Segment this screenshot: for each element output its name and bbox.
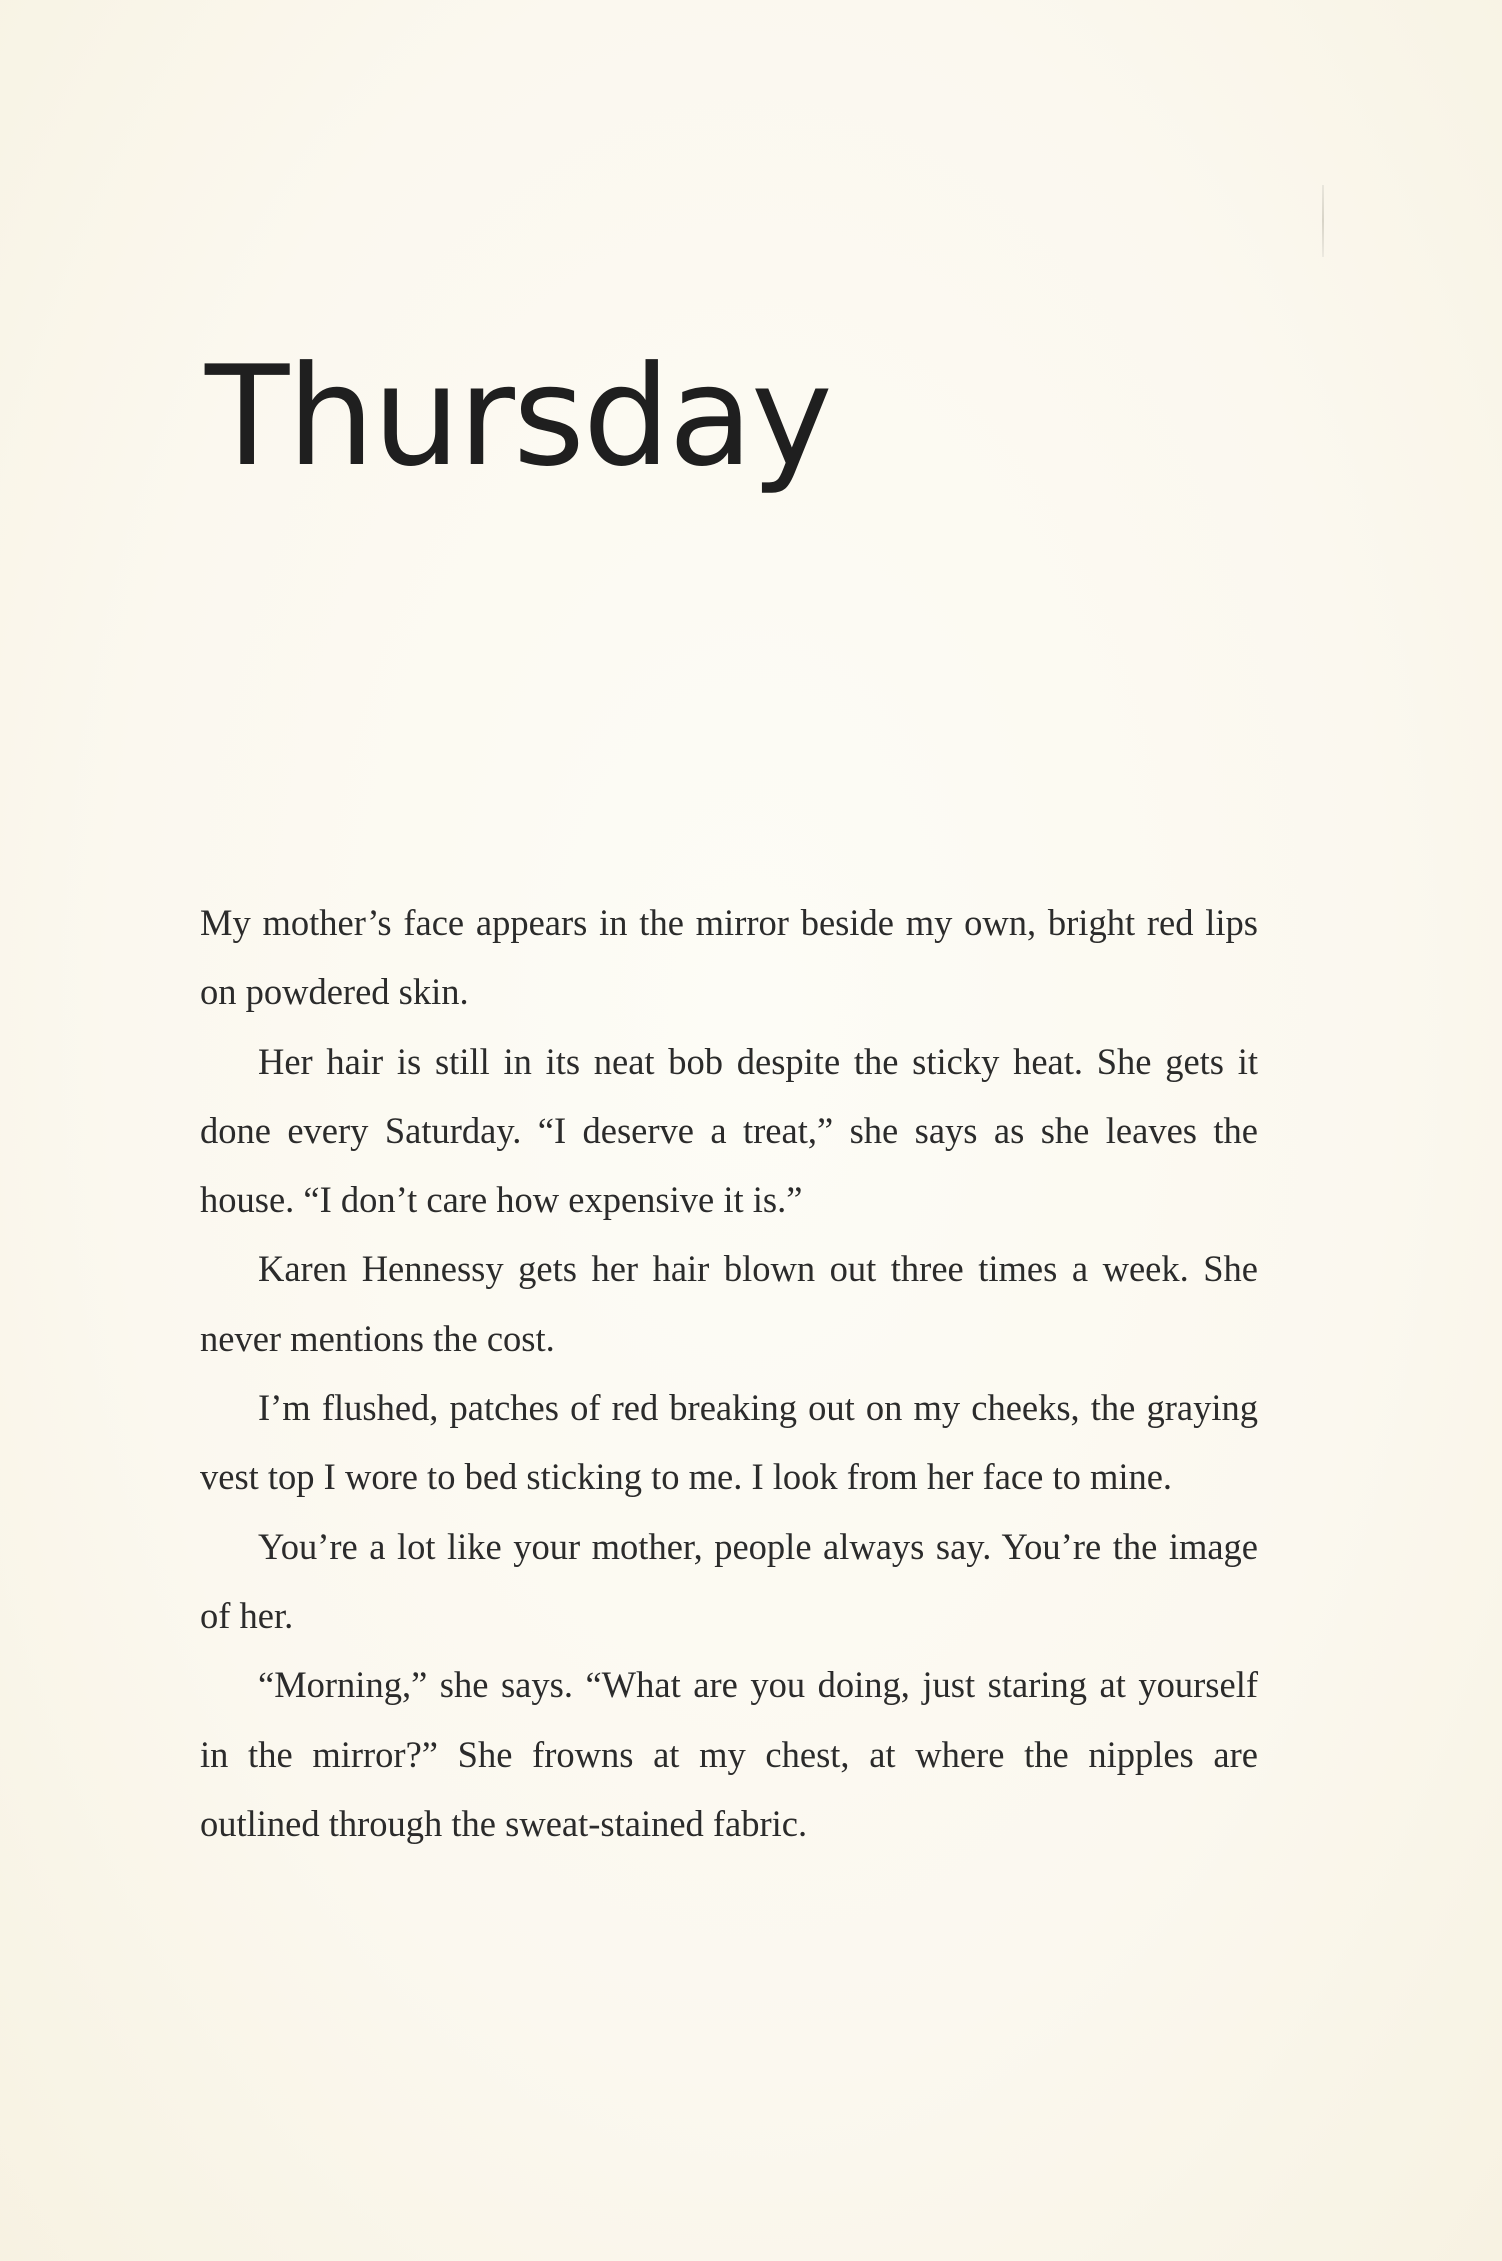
- paragraph: Karen Hennessy gets her hair blown out three times a week. She never mentions the cost.: [200, 1248, 1258, 1359]
- chapter-title: Thursday: [205, 336, 831, 497]
- paragraph: You’re a lot like your mother, people always say. You’re the image of her.: [200, 1525, 1258, 1636]
- paragraph: “Morning,” she says. “What are you doing, just staring at yourself in the mirror?” She frowns at my chest, at where the nipples are outlined through the sweat-stained fabric.: [200, 1664, 1258, 1844]
- scan-artifact: [1322, 185, 1324, 257]
- paragraph: I’m flushed, patches of red breaking out on my cheeks, the graying vest top I wore to bed sticking to me. I look from her face to mine.: [200, 1387, 1258, 1498]
- chapter-body: [200, 888, 1258, 1858]
- paragraph: My mother’s face appears in the mirror beside my own, bright red lips on powdered skin.: [200, 902, 1258, 1013]
- paragraph: Her hair is still in its neat bob despite the sticky heat. She gets it done every Saturday. “I deserve a treat,” she says as she leaves the house. “I don’t care how expensive it is.”: [200, 1040, 1258, 1221]
